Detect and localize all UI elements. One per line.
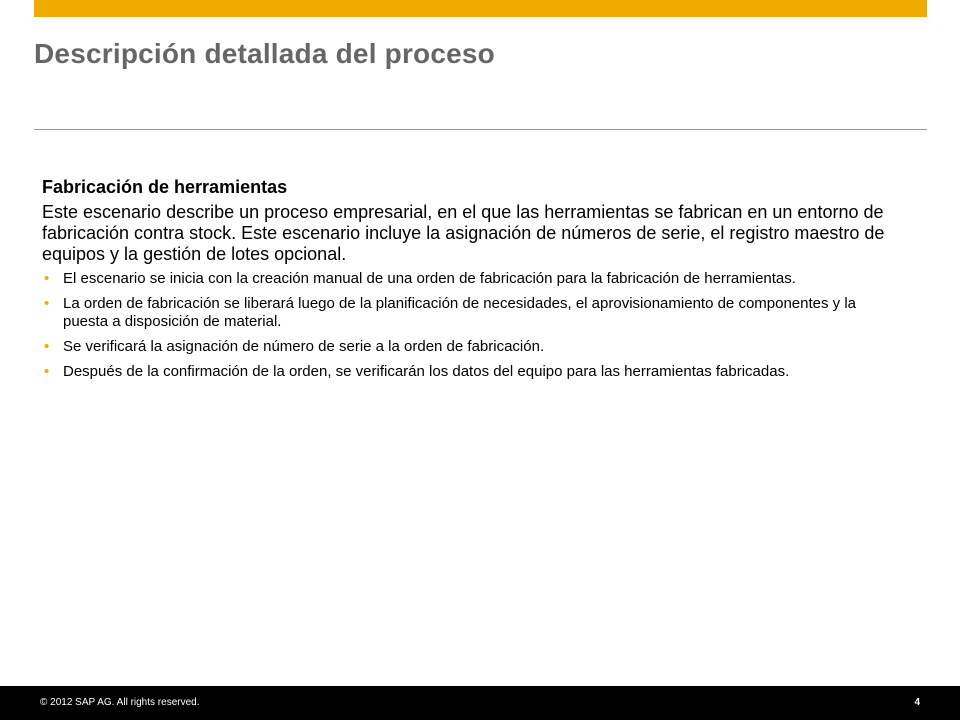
intro-paragraph: Este escenario describe un proceso empresarial, en el que las herramientas se fabrican en un entorno de fabricación contra stock. Este escenario incluye la asignación de números de serie, el registro maestro de equipos y la gestión de lotes opcional.	[42, 202, 885, 264]
title-divider	[34, 129, 927, 130]
bullet-text: Se verificará la asignación de número de serie a la orden de fabricación.	[63, 338, 545, 355]
bullet-item	[42, 338, 902, 356]
footer-bar	[0, 686, 960, 720]
slide-title: Descripción detallada del proceso	[34, 38, 495, 69]
bullet-text: Después de la confirmación de la orden, se verificarán los datos del equipo para las herramientas fabricadas.	[63, 363, 790, 380]
bullet-item	[42, 270, 902, 288]
page-number: 4	[914, 697, 920, 708]
bullet-icon: •	[44, 270, 50, 287]
bullet-item	[42, 295, 902, 331]
bullet-list	[42, 270, 902, 381]
top-accent-bar	[34, 0, 927, 17]
copyright-notice: © 2012 SAP AG. All rights reserved.	[40, 697, 200, 708]
bullet-text: El escenario se inicia con la creación manual de una orden de fabricación para la fabricación de herramientas.	[63, 270, 796, 287]
bullet-text: La orden de fabricación se liberará luego de la planificación de necesidades, el aprovisionamiento de componentes y la puesta a disposición de material.	[63, 295, 857, 330]
section-heading: Fabricación de herramientas	[42, 177, 288, 197]
bullet-icon: •	[44, 295, 50, 312]
bullet-item	[42, 363, 902, 381]
bullet-icon: •	[44, 363, 50, 380]
slide-body	[42, 176, 902, 388]
bullet-icon: •	[44, 338, 50, 355]
